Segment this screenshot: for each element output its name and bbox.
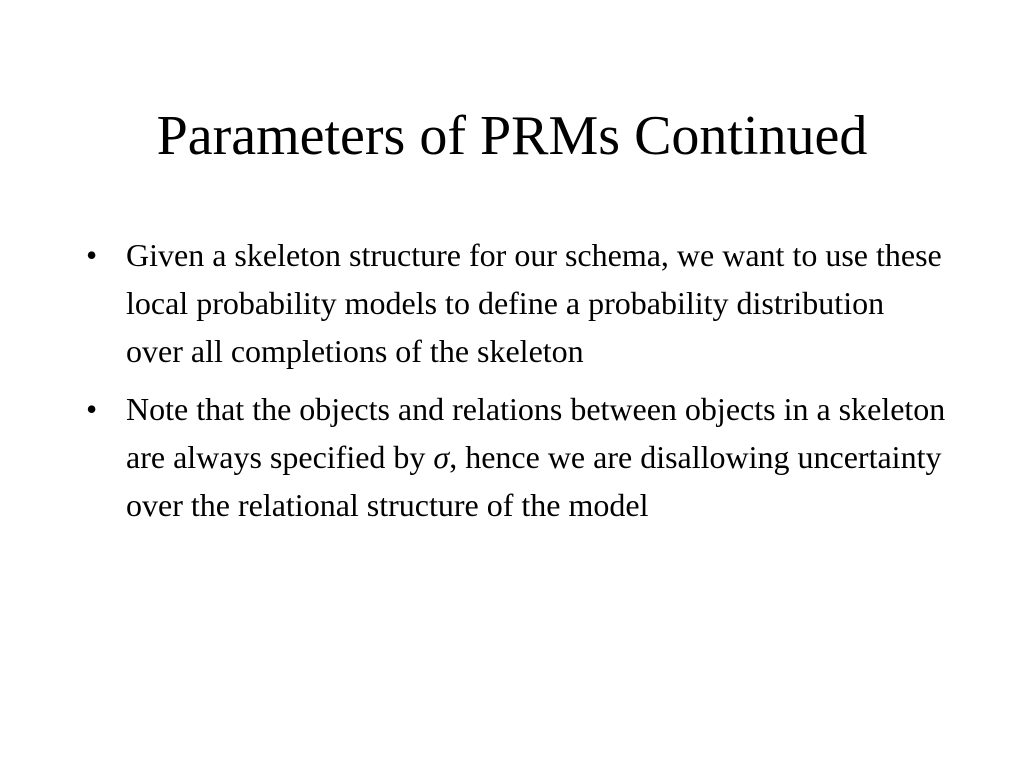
bullet-marker: • <box>86 237 98 273</box>
slide-title: Parameters of PRMs Continued <box>156 105 868 167</box>
sigma-symbol: σ <box>433 439 450 475</box>
bullet-text-part: Note that the objects and relations between objects in a skeleton are always specified by <box>126 391 946 475</box>
bullet-item <box>86 385 946 529</box>
bullet-list <box>86 231 946 539</box>
bullet-marker: • <box>86 391 98 427</box>
bullet-text: Given a skeleton structure for our schema, we want to use these local probability models to define a probability distribution over all completions of the skeleton <box>126 237 942 369</box>
bullet-item <box>86 231 946 375</box>
bullet-text-part: , hence we are disallowing uncertainty over the relational structure of the model <box>126 439 942 523</box>
